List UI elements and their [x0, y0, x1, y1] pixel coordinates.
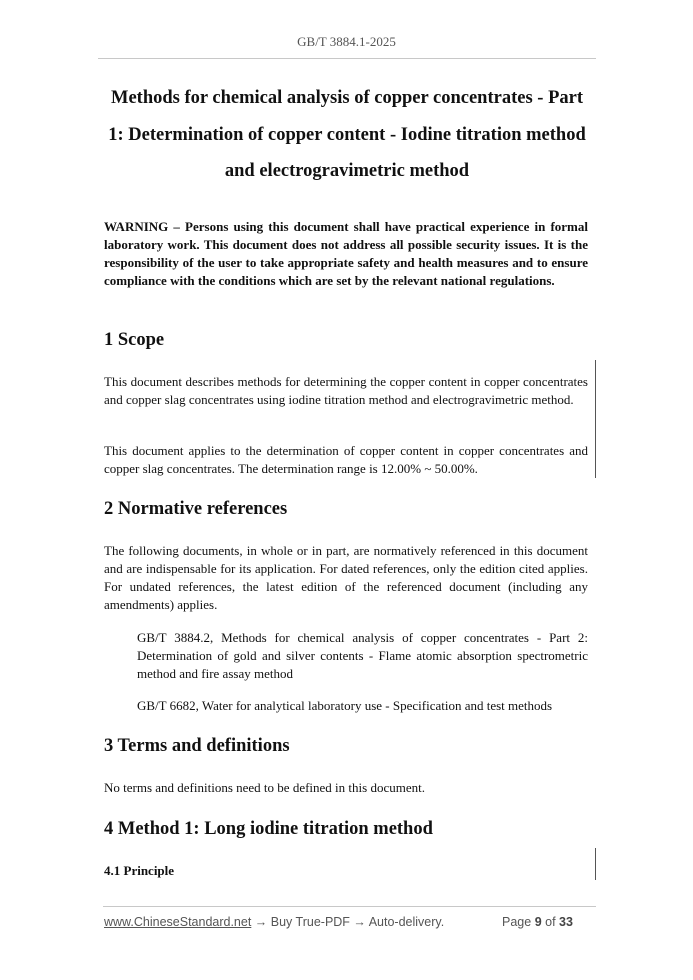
section-heading-terms: 3 Terms and definitions: [104, 736, 290, 756]
footer-promo: [104, 915, 444, 929]
paragraph: The following documents, in whole or in part, are normatively referenced in this document and are indispensable for its application. For dated references, only the edition cited applies. For undated references, the latest edition of the referenced document (including any amendments) applies.: [104, 543, 588, 612]
paragraph: This document applies to the determination of copper content in copper concentrates and copper slag concentrates. The determination range is 12.00% ~ 50.00%.: [104, 443, 588, 476]
section-heading-scope: 1 Scope: [104, 330, 165, 350]
footer-divider: [103, 906, 596, 907]
section-heading-normative: 2 Normative references: [104, 499, 288, 519]
total-pages: 33: [559, 915, 573, 929]
change-bar: [595, 360, 596, 478]
reference-item: GB/T 6682, Water for analytical laboratory use - Specification and test methods: [137, 698, 553, 713]
warning-paragraph: WARNING – Persons using this document shall have practical experience in formal laboratory work. This document does not address all possible security issues. It is the responsibility of the user to take appropriate safety and health measures and to ensure compliance with the conditions which are set by the relevant national regulations.: [104, 219, 588, 288]
section-heading-method1: 4 Method 1: Long iodine titration method: [104, 819, 433, 839]
paragraph: No terms and definitions need to be defined in this document.: [104, 780, 425, 795]
page-label: Page: [502, 915, 532, 929]
header-divider: [98, 58, 596, 59]
paragraph: This document describes methods for determining the copper content in copper concentrates and copper slag concentrates using iodine titration method and electrogravimetric method.: [104, 374, 588, 407]
page-indicator: [502, 915, 573, 929]
running-header: GB/T 3884.1-2025: [297, 34, 396, 49]
title-line: and electrogravimetric method: [224, 161, 470, 181]
current-page: 9: [534, 915, 542, 929]
title-line: 1: Determination of copper content - Iodine titration method: [108, 124, 586, 145]
subsection-heading-principle: 4.1 Principle: [104, 863, 175, 878]
of-label: of: [545, 915, 556, 929]
reference-item: GB/T 3884.2, Methods for chemical analysis of copper concentrates - Part 2: Determination of gold and silver contents - Flame atomic absorption spectrometric method and fire assay method: [137, 630, 588, 681]
title-line: Methods for chemical analysis of copper concentrates - Part: [110, 88, 583, 108]
website-link[interactable]: www.ChineseStandard.net: [104, 915, 252, 929]
document-title: [98, 80, 596, 190]
footer-promo-text: → Buy True-PDF → Auto-delivery.: [251, 915, 445, 929]
change-bar: [595, 848, 596, 880]
